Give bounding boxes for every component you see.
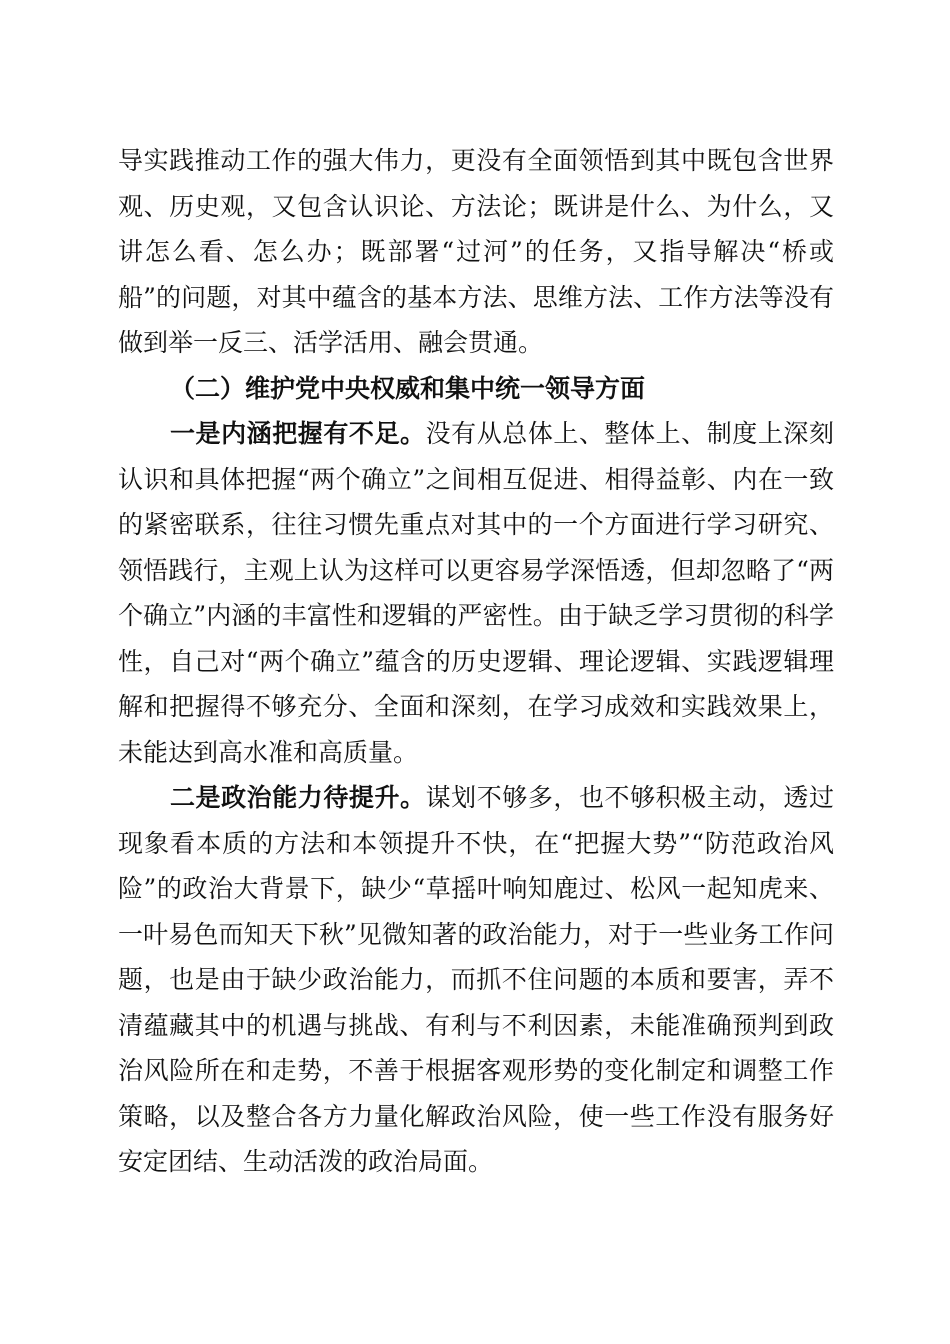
- paragraph-political-ability: [118, 775, 834, 1185]
- paragraph-lead: 一是内涵把握有不足。: [170, 419, 426, 448]
- document-body: [118, 138, 834, 1185]
- paragraph-body: 谋划不够多，也不够积极主动，透过现象看本质的方法和本领提升不快，在“把握大势”“防范政治风险”的政治大背景下，缺少“草摇叶响知鹿过、松风一起知虎来、一叶易色而知天下秋”见微知著的政治能力，对于一些业务工作问题，也是由于缺少政治能力，而抓不住问题的本质和要害，弄不清蕴藏其中的机遇与挑战、有利与不利因素，未能准确预判到政治风险所在和走势，不善于根据客观形势的变化制定和调整工作策略，以及整合各方力量化解政治风险，使一些工作没有服务好安定团结、生动活泼的政治局面。: [118, 783, 834, 1176]
- continuation-paragraph: 导实践推动工作的强大伟力，更没有全面领悟到其中既包含世界观、历史观，又包含认识论、方法论；既讲是什么、为什么，又讲怎么看、怎么办；既部署“过河”的任务，又指导解决“桥或船”的问题，对其中蕴含的基本方法、思维方法、工作方法等没有做到举一反三、活学活用、融会贯通。: [118, 146, 834, 357]
- section-heading: （二）维护党中央权威和集中统一领导方面: [170, 373, 646, 403]
- paragraph-body: 没有从总体上、整体上、制度上深刻认识和具体把握“两个确立”之间相互促进、相得益彰、内在一致的紧密联系，往往习惯先重点对其中的一个方面进行学习研究、领悟践行，主观上认为这样可以更容易学深悟透，但却忽略了“两个确立”内涵的丰富性和逻辑的严密性。由于缺乏学习贯彻的科学性，自己对“两个确立”蕴含的历史逻辑、理论逻辑、实践逻辑理解和把握得不够充分、全面和深刻，在学习成效和实践效果上，未能达到高水准和高质量。: [118, 419, 834, 767]
- paragraph-lead: 二是政治能力待提升。: [170, 783, 426, 812]
- paragraph-content-grasp: [118, 411, 834, 775]
